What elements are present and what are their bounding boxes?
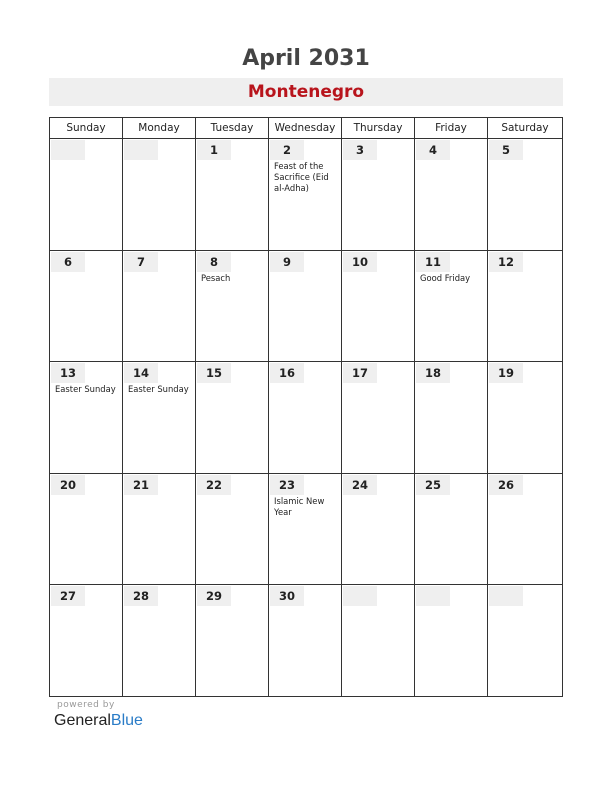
day-cell [196, 362, 269, 474]
day-number [489, 586, 523, 606]
day-cell [196, 139, 269, 251]
holiday-label: Islamic New Year [274, 495, 325, 517]
brand-blue: Blue [110, 712, 143, 729]
weekday-header-saturday: Saturday [488, 118, 563, 139]
day-number: 2 [270, 140, 304, 160]
day-number: 26 [489, 475, 523, 495]
day-number: 10 [343, 252, 377, 272]
day-cell [123, 362, 196, 474]
holiday-label: Pesach [201, 272, 231, 283]
week-row [50, 362, 563, 474]
day-number: 30 [270, 586, 304, 606]
day-cell-empty [342, 585, 415, 697]
day-number: 12 [489, 252, 523, 272]
day-cell [269, 474, 342, 586]
day-cell [50, 474, 123, 586]
day-number: 7 [124, 252, 158, 272]
day-cell [269, 139, 342, 251]
day-number: 16 [270, 363, 304, 383]
day-cell [269, 585, 342, 697]
day-number: 23 [270, 475, 304, 495]
weekday-header-wednesday: Wednesday [269, 118, 342, 139]
week-row [50, 585, 563, 697]
day-number: 14 [124, 363, 158, 383]
day-number [416, 586, 450, 606]
week-row [50, 139, 563, 251]
day-number: 1 [197, 140, 231, 160]
day-cell [415, 251, 488, 363]
day-cell [50, 251, 123, 363]
day-number: 8 [197, 252, 231, 272]
day-cell [123, 474, 196, 586]
day-cell [123, 585, 196, 697]
day-cell [415, 139, 488, 251]
day-cell-empty [123, 139, 196, 251]
day-number: 15 [197, 363, 231, 383]
day-number [51, 140, 85, 160]
day-number [343, 586, 377, 606]
day-cell [123, 251, 196, 363]
month-title: April 2031 [242, 46, 370, 71]
weekday-header-sunday: Sunday [50, 118, 123, 139]
weekday-header-friday: Friday [415, 118, 488, 139]
day-number: 17 [343, 363, 377, 383]
day-cell [50, 362, 123, 474]
brand-general: General [54, 712, 111, 729]
day-cell [488, 251, 563, 363]
day-number: 19 [489, 363, 523, 383]
day-number: 28 [124, 586, 158, 606]
day-cell [196, 251, 269, 363]
day-cell-empty [415, 585, 488, 697]
day-cell [50, 585, 123, 697]
day-cell-empty [488, 585, 563, 697]
country-name: Montenegro [247, 82, 365, 102]
day-number: 18 [416, 363, 450, 383]
day-cell-empty [50, 139, 123, 251]
weekday-header-thursday: Thursday [342, 118, 415, 139]
day-number: 29 [197, 586, 231, 606]
holiday-label: Easter Sunday [128, 384, 189, 395]
generalblue-logo[interactable] [54, 712, 143, 730]
day-number: 13 [51, 363, 85, 383]
day-cell [488, 474, 563, 586]
day-number: 3 [343, 140, 377, 160]
day-cell [342, 139, 415, 251]
day-number: 4 [416, 140, 450, 160]
day-number: 27 [51, 586, 85, 606]
day-number: 5 [489, 140, 523, 160]
day-cell [488, 139, 563, 251]
powered-by-text: powered by [57, 700, 115, 710]
day-number: 21 [124, 475, 158, 495]
day-cell [488, 362, 563, 474]
weekday-header-tuesday: Tuesday [196, 118, 269, 139]
calendar-grid [49, 117, 563, 697]
day-cell [342, 474, 415, 586]
day-number: 9 [270, 252, 304, 272]
day-number: 11 [416, 252, 450, 272]
week-row [50, 474, 563, 586]
holiday-label: Good Friday [420, 272, 471, 283]
day-cell [342, 251, 415, 363]
day-number: 25 [416, 475, 450, 495]
day-cell [196, 474, 269, 586]
weekday-header-row [50, 118, 563, 139]
day-number: 6 [51, 252, 85, 272]
day-cell [269, 251, 342, 363]
day-cell [415, 474, 488, 586]
day-cell [342, 362, 415, 474]
day-cell [269, 362, 342, 474]
day-number: 22 [197, 475, 231, 495]
day-cell [415, 362, 488, 474]
week-row [50, 251, 563, 363]
day-number: 20 [51, 475, 85, 495]
weeks-container [50, 139, 563, 697]
day-number [124, 140, 158, 160]
day-number: 24 [343, 475, 377, 495]
holiday-label: Feast of the Sacrifice (Eid al-Adha) [274, 161, 329, 193]
holiday-label: Easter Sunday [55, 384, 116, 395]
day-cell [196, 585, 269, 697]
weekday-header-monday: Monday [123, 118, 196, 139]
country-bar [49, 78, 563, 106]
